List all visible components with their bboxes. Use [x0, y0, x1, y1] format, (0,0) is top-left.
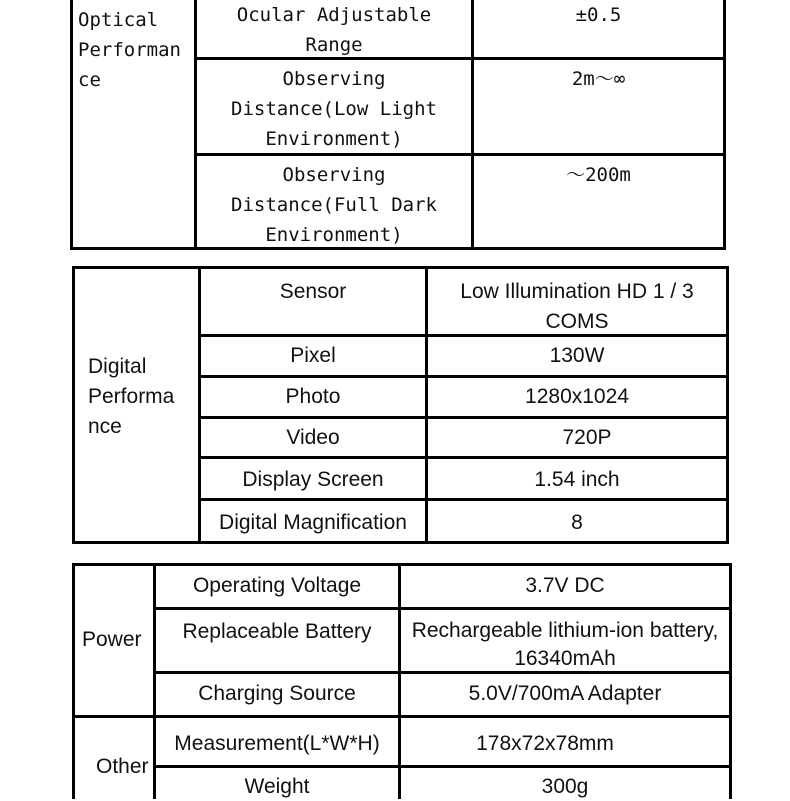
observing-distance-low-light-label: Observing Distance(Low Light Environment) — [231, 68, 437, 150]
ocular-adjustable-range-value: ±0.5 — [575, 4, 622, 26]
weight-value: 300g — [541, 775, 589, 798]
pixel-label: Pixel — [290, 344, 336, 367]
display-screen-value: 1.54 inch — [534, 468, 620, 491]
weight-label: Weight — [244, 775, 310, 798]
video-value: 720P — [562, 426, 612, 449]
display-screen-label: Display Screen — [242, 468, 384, 491]
operating-voltage-value: 3.7V DC — [525, 574, 605, 597]
measurement-value: 178x72x78mm — [476, 732, 614, 755]
pixel-value: 130W — [549, 344, 605, 367]
digital-category-label: Digital Performa nce — [88, 355, 175, 438]
observing-distance-full-dark-label: Observing Distance(Full Dark Environment) — [231, 164, 437, 246]
replaceable-battery-label: Replaceable Battery — [182, 620, 372, 643]
ocular-adjustable-range-label: Ocular Adjustable Range — [236, 4, 432, 56]
video-label: Video — [286, 426, 340, 449]
digital-magnification-value: 8 — [571, 511, 583, 534]
charging-source-value: 5.0V/700mA Adapter — [468, 682, 662, 705]
observing-distance-full-dark-value: ～200m — [566, 164, 631, 186]
operating-voltage-label: Operating Voltage — [192, 574, 362, 597]
other-category-label: Other — [96, 755, 149, 778]
optical-category-label: Optical Performan ce — [78, 9, 181, 91]
observing-distance-low-light-value: 2m～∞ — [571, 68, 626, 90]
digital-magnification-label: Digital Magnification — [219, 511, 407, 534]
charging-source-label: Charging Source — [198, 682, 356, 705]
replaceable-battery-value: Rechargeable lithium-ion battery, 16340mAh — [411, 619, 719, 670]
photo-label: Photo — [285, 385, 341, 408]
measurement-label: Measurement(L*W*H) — [174, 732, 380, 755]
sensor-value: Low Illumination HD 1 / 3 COMS — [460, 280, 694, 333]
power-category-label: Power — [82, 628, 142, 651]
photo-value: 1280x1024 — [525, 385, 629, 408]
sensor-label: Sensor — [279, 280, 347, 303]
